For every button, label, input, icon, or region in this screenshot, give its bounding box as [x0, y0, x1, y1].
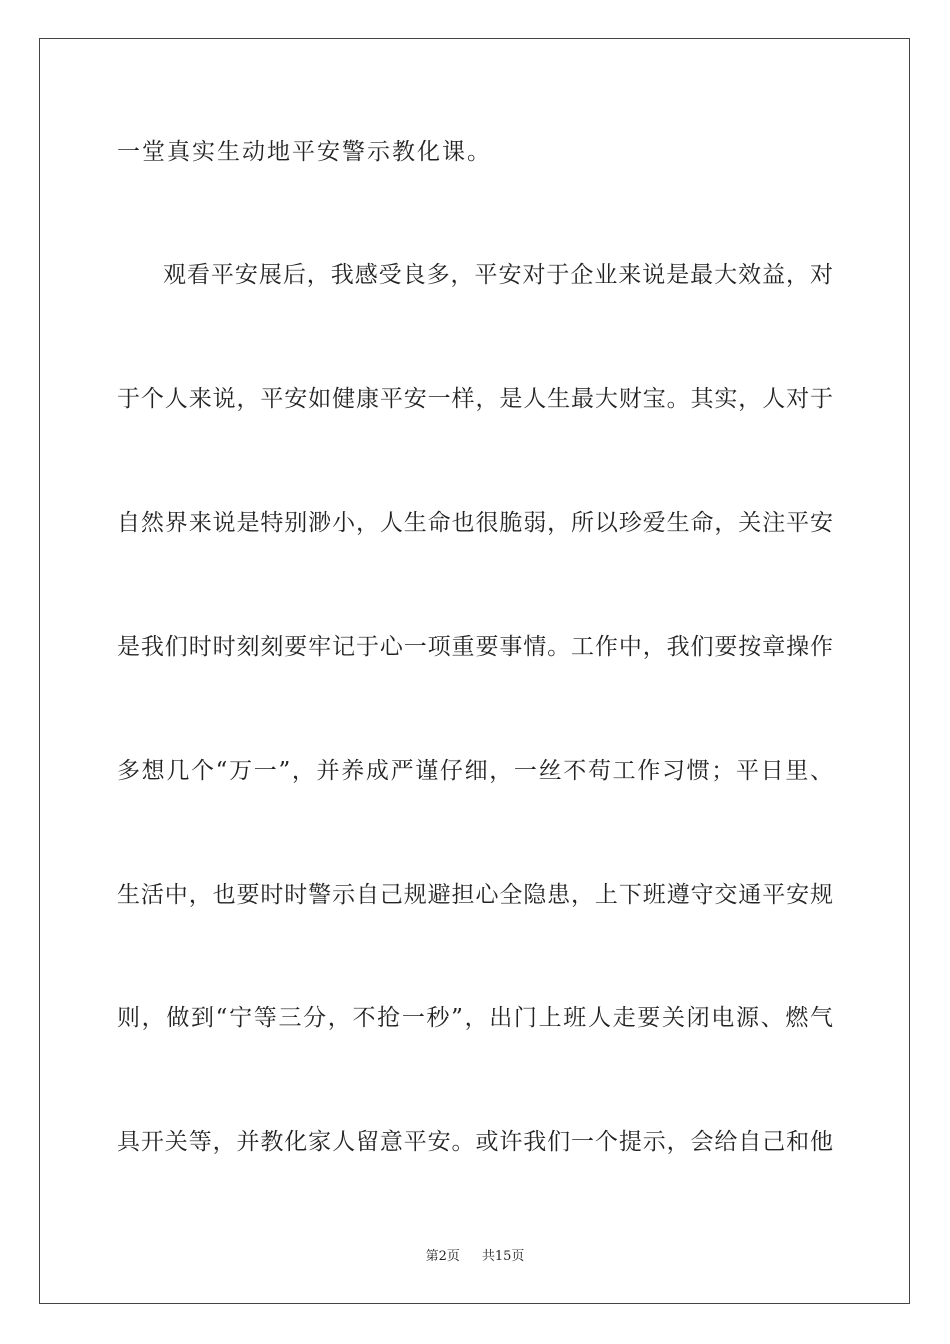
paragraph-line: 自然界来说是特别渺小，人生命也很脆弱，所以珍爱生命，关注平安 [117, 510, 833, 536]
paragraph-line: 则，做到“宁等三分，不抢一秒”，出门上班人走要关闭电源、燃气 [117, 1005, 833, 1031]
paragraph-line: 具开关等，并教化家人留意平安。或许我们一个提示，会给自己和他 [117, 1129, 833, 1155]
page-number: 第2页 [425, 1249, 460, 1264]
paragraph-line: 是我们时时刻刻要牢记于心一项重要事情。工作中，我们要按章操作 [117, 634, 833, 660]
paragraph-line: 生活中，也要时时警示自己规避担心全隐患，上下班遵守交通平安规 [117, 882, 833, 908]
paragraph-line: 观看平安展后，我感受良多，平安对于企业来说是最大效益，对 [163, 262, 833, 288]
page-total: 共15页 [481, 1249, 525, 1264]
paragraph-line: 于个人来说，平安如健康平安一样，是人生最大财宝。其实，人对于 [117, 386, 833, 412]
paragraph-line: 一堂真实生动地平安警示教化课。 [117, 139, 492, 165]
page-footer [0, 1247, 950, 1267]
paragraph-line: 多想几个“万一”，并养成严谨仔细，一丝不苟工作习惯；平日里、 [117, 758, 833, 784]
page-border [39, 38, 910, 1304]
